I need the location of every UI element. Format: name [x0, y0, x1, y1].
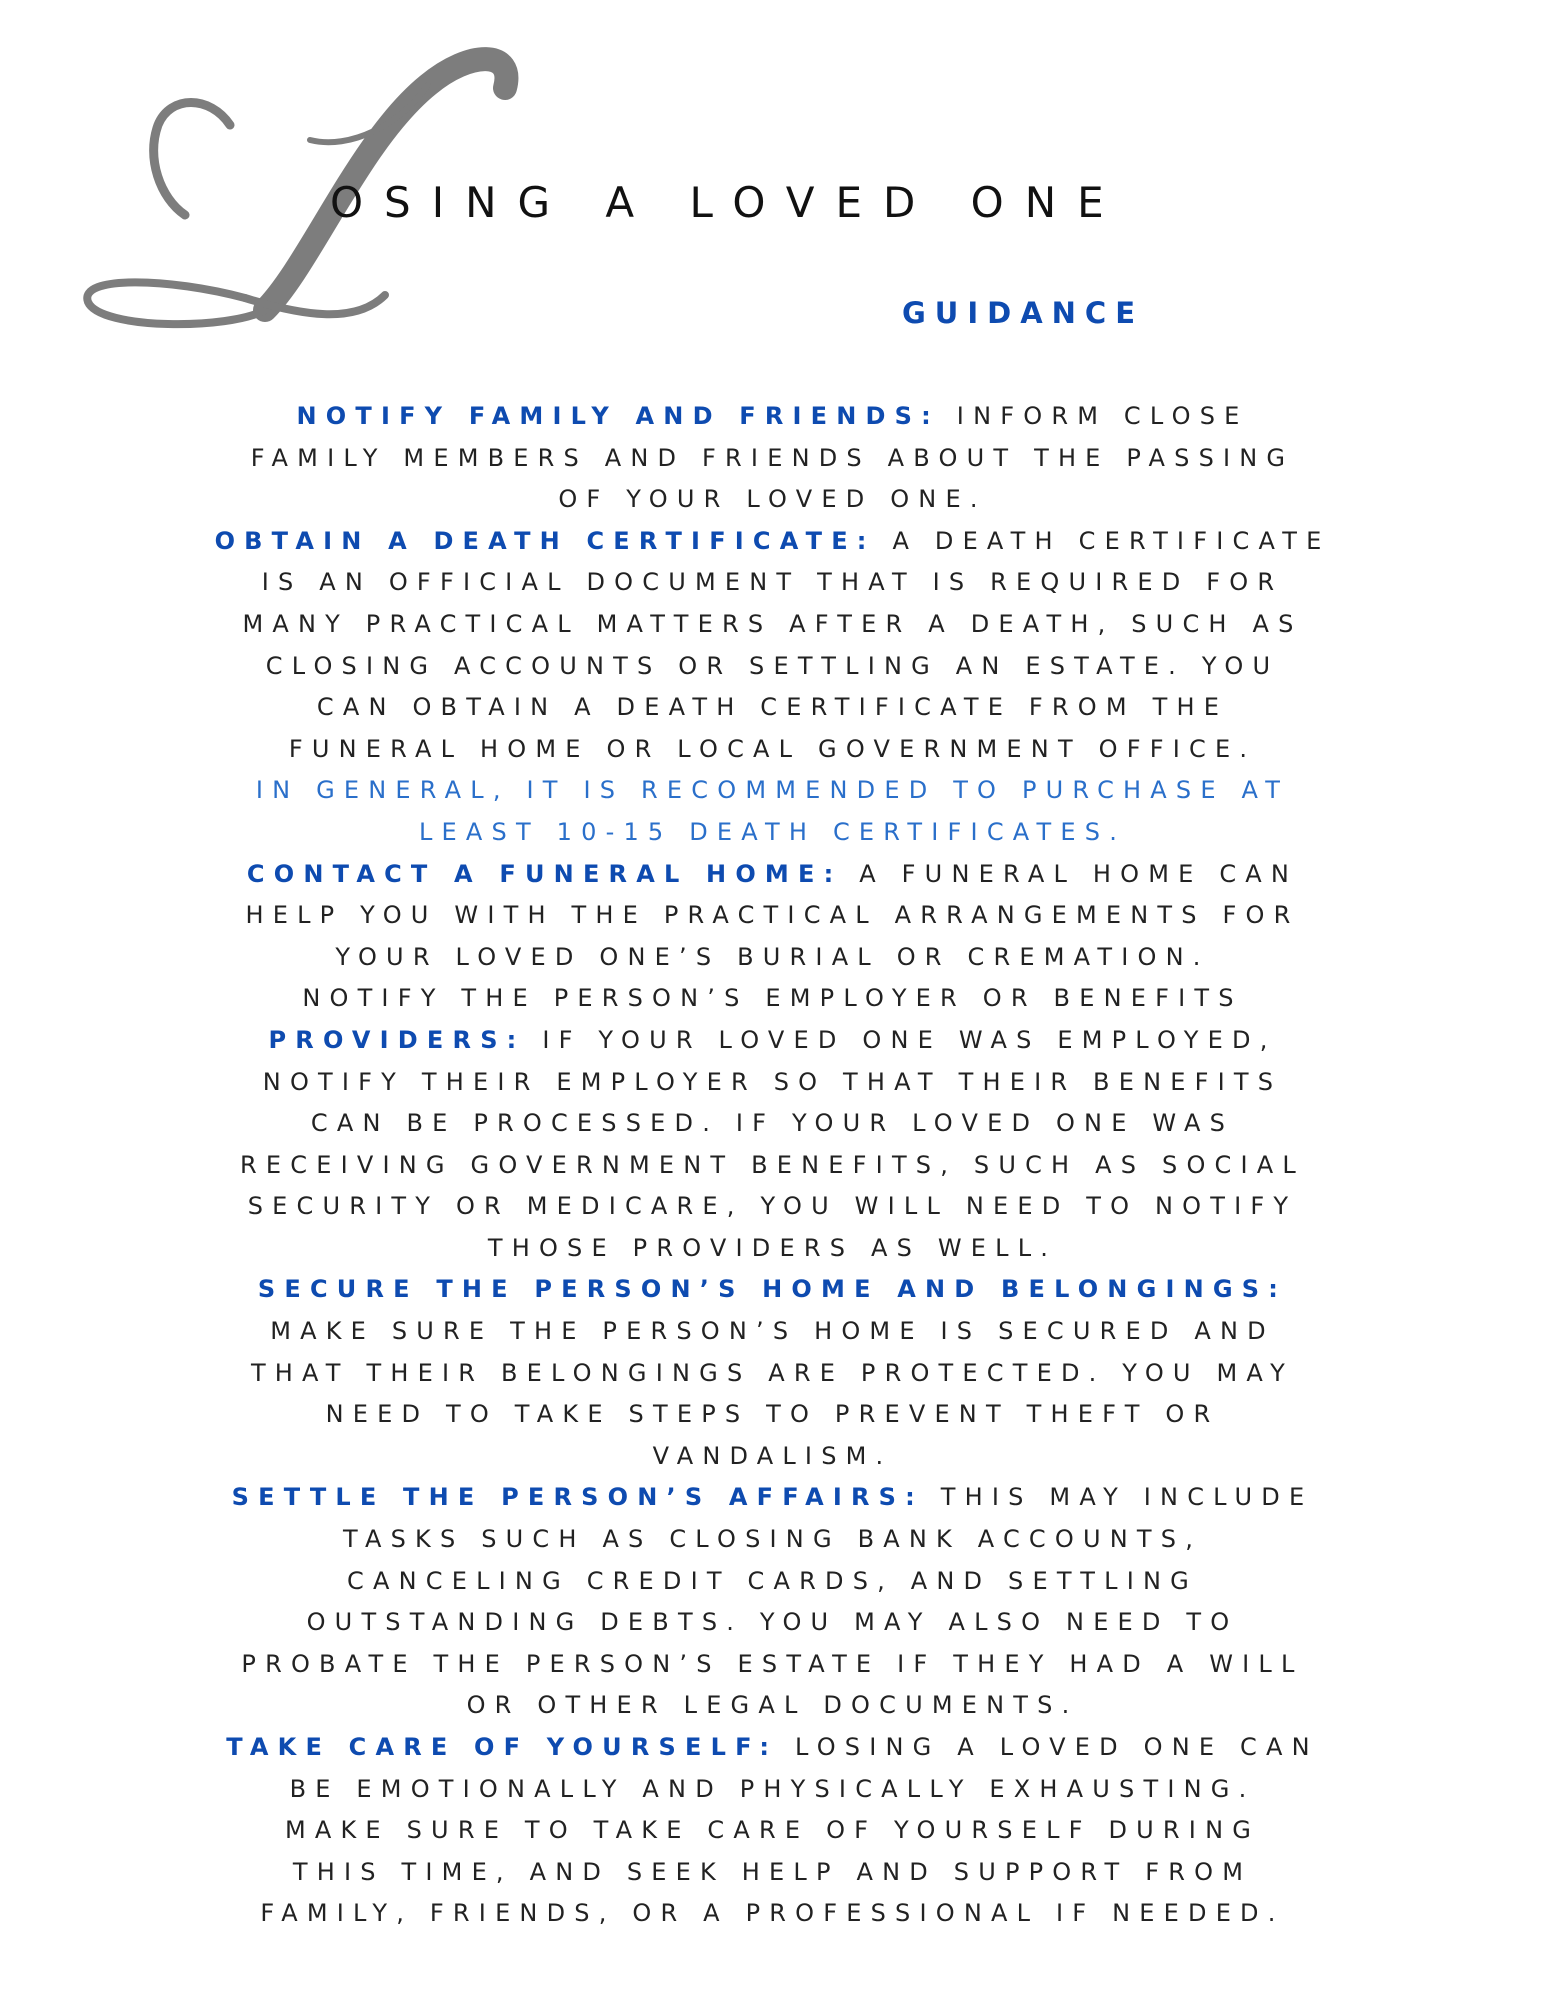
guidance-text: IS AN OFFICIAL DOCUMENT THAT IS REQUIRED FOR	[261, 568, 1284, 597]
guidance-text: OR OTHER LEGAL DOCUMENTS.	[466, 1691, 1079, 1720]
guidance-text: NOTIFY THE PERSON’S EMPLOYER OR BENEFITS	[302, 984, 1243, 1013]
guidance-line	[0, 770, 1545, 812]
guidance-line	[0, 1020, 1545, 1062]
guidance-line	[0, 1519, 1545, 1561]
guidance-line	[0, 812, 1545, 854]
highlighted-note: LEAST 10-15 DEATH CERTIFICATES.	[418, 817, 1127, 846]
guidance-line	[0, 1852, 1545, 1894]
section-heading: CONTACT A FUNERAL HOME:	[246, 859, 843, 888]
guidance-line	[0, 1477, 1545, 1519]
guidance-line	[0, 1186, 1545, 1228]
guidance-line	[0, 1644, 1545, 1686]
guidance-line	[0, 1103, 1545, 1145]
guidance-text: PROBATE THE PERSON’S ESTATE IF THEY HAD A WILL	[241, 1649, 1304, 1678]
section-heading: SETTLE THE PERSON’S AFFAIRS:	[231, 1483, 924, 1512]
guidance-line	[0, 562, 1545, 604]
guidance-line	[0, 438, 1545, 480]
guidance-text: A FUNERAL HOME CAN	[842, 859, 1299, 888]
section-heading: PROVIDERS:	[268, 1025, 526, 1054]
guidance-line	[0, 1436, 1545, 1478]
guidance-text: IF YOUR LOVED ONE WAS EMPLOYED,	[525, 1025, 1277, 1054]
guidance-line	[0, 978, 1545, 1020]
guidance-text: INFORM CLOSE	[939, 402, 1249, 430]
section-heading: TAKE CARE OF YOURSELF:	[226, 1733, 779, 1761]
guidance-line	[0, 687, 1545, 729]
guidance-line	[0, 1269, 1545, 1311]
guidance-line	[0, 1685, 1545, 1727]
title-text: OSING A LOVED ONE	[330, 178, 1125, 227]
guidance-line	[0, 521, 1545, 563]
guidance-line	[0, 1311, 1545, 1353]
guidance-text: A DEATH CERTIFICATE	[875, 526, 1331, 555]
guidance-text: CANCELING CREDIT CARDS, AND SETTLING	[347, 1566, 1198, 1595]
guidance-text: FAMILY, FRIENDS, OR A PROFESSIONAL IF NEEDED.	[260, 1899, 1285, 1928]
guidance-line	[0, 646, 1545, 688]
guidance-text: CAN OBTAIN A DEATH CERTIFICATE FROM THE	[316, 693, 1229, 722]
guidance-line	[0, 1769, 1545, 1811]
section-heading: NOTIFY FAMILY AND FRIENDS:	[296, 402, 940, 430]
subtitle: GUIDANCE	[902, 296, 1145, 330]
guidance-line	[0, 937, 1545, 979]
guidance-text: OUTSTANDING DEBTS. YOU MAY ALSO NEED TO	[306, 1608, 1239, 1637]
guidance-line	[0, 1394, 1545, 1436]
guidance-line	[0, 854, 1545, 896]
guidance-line	[0, 1810, 1545, 1852]
guidance-text: THOSE PROVIDERS AS WELL.	[487, 1233, 1058, 1262]
guidance-text: TASKS SUCH AS CLOSING BANK ACCOUNTS,	[342, 1525, 1203, 1554]
guidance-line	[0, 729, 1545, 771]
guidance-line	[0, 1228, 1545, 1270]
section-heading: OBTAIN A DEATH CERTIFICATE:	[214, 526, 876, 555]
guidance-line	[0, 1602, 1545, 1644]
guidance-line	[0, 396, 1545, 438]
guidance-line	[0, 1893, 1545, 1935]
guidance-body	[0, 396, 1545, 1935]
guidance-text: LOSING A LOVED ONE CAN	[778, 1733, 1319, 1761]
guidance-line	[0, 1062, 1545, 1104]
guidance-text: THIS TIME, AND SEEK HELP AND SUPPORT FROM	[292, 1857, 1253, 1886]
guidance-line	[0, 895, 1545, 937]
guidance-text: FUNERAL HOME OR LOCAL GOVERNMENT OFFICE.	[288, 734, 1257, 763]
highlighted-note: IN GENERAL, IT IS RECOMMENDED TO PURCHASE AT	[255, 776, 1290, 805]
guidance-line	[0, 1353, 1545, 1395]
guidance-text: VANDALISM.	[652, 1441, 893, 1470]
guidance-text: HELP YOU WITH THE PRACTICAL ARRANGEMENTS FOR	[245, 901, 1300, 930]
guidance-text: MAKE SURE THE PERSON’S HOME IS SECURED AND	[270, 1317, 1275, 1346]
guidance-line	[0, 479, 1545, 521]
guidance-text: YOUR LOVED ONE’S BURIAL OR CREMATION.	[335, 942, 1210, 971]
guidance-text: NOTIFY THEIR EMPLOYER SO THAT THEIR BENEFITS	[262, 1067, 1283, 1096]
guidance-line	[0, 1727, 1545, 1769]
guidance-line	[0, 1561, 1545, 1603]
guidance-text: THAT THEIR BELONGINGS ARE PROTECTED. YOU MAY	[250, 1358, 1295, 1387]
page-title	[330, 178, 1125, 227]
guidance-text: BE EMOTIONALLY AND PHYSICALLY EXHAUSTING.	[289, 1774, 1256, 1803]
guidance-text: THIS MAY INCLUDE	[923, 1483, 1314, 1512]
guidance-text: RECEIVING GOVERNMENT BENEFITS, SUCH AS SOCIAL	[240, 1150, 1305, 1179]
guidance-text: SECURITY OR MEDICARE, YOU WILL NEED TO NOTIFY	[247, 1192, 1298, 1221]
guidance-line	[0, 1145, 1545, 1187]
guidance-text: FAMILY MEMBERS AND FRIENDS ABOUT THE PASSING	[250, 443, 1295, 472]
guidance-text: NEED TO TAKE STEPS TO PREVENT THEFT OR	[325, 1400, 1220, 1429]
guidance-line	[0, 604, 1545, 646]
guidance-text: CLOSING ACCOUNTS OR SETTLING AN ESTATE. YOU	[265, 651, 1280, 680]
guidance-text: CAN BE PROCESSED. IF YOUR LOVED ONE WAS	[310, 1109, 1235, 1138]
guidance-text: MAKE SURE TO TAKE CARE OF YOURSELF DURING	[284, 1816, 1261, 1845]
section-heading: SECURE THE PERSON’S HOME AND BELONGINGS:	[257, 1275, 1288, 1304]
guidance-text: MANY PRACTICAL MATTERS AFTER A DEATH, SUCH AS	[242, 609, 1303, 638]
guidance-text: OF YOUR LOVED ONE.	[558, 485, 987, 514]
